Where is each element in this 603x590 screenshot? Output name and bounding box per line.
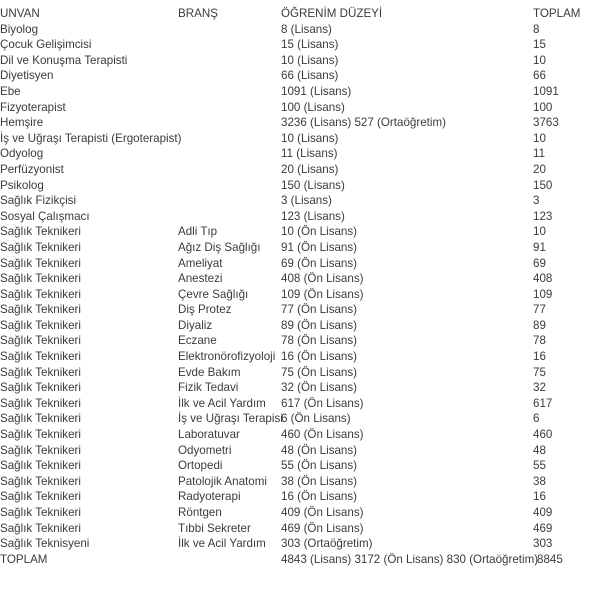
cell-unvan: Sağlık Teknikeri [0,350,81,364]
cell-brans: Adli Tıp [178,225,218,239]
cell-brans: İlk ve Acil Yardım [178,396,266,410]
cell-brans: Patolojik Anatomi [178,474,267,488]
cell-ogrenim: 10 (Ön Lisans) [281,225,358,239]
cell-toplam: 11 [533,147,546,161]
cell-toplam: 3 [533,194,540,208]
table-row [0,68,603,84]
table-header-row [0,6,603,22]
cell-toplam: 78 [533,334,546,348]
cell-ogrenim: 409 (Ön Lisans) [281,506,364,519]
cell-ogrenim: 3236 (Lisans) 527 (Ortaöğretim) [281,116,446,130]
cell-unvan: Odyolog [0,147,44,161]
table-row [0,193,603,209]
table-row [0,37,603,53]
cell-brans: Anestezi [178,272,223,286]
cell-unvan: Sağlık Teknikeri [0,381,81,395]
cell-brans [178,552,281,568]
cell-unvan: Sağlık Teknikeri [0,272,81,286]
cell-ogrenim: 460 (Ön Lisans) [281,428,364,442]
table-row [0,240,603,256]
cell-ogrenim: 15 (Lisans) [281,38,339,52]
cell-toplam: 48 [533,443,546,457]
cell-brans: Diş Protez [178,303,232,317]
cell-unvan: Sağlık Teknikeri [0,365,81,379]
cell-unvan: Sağlık Teknikeri [0,318,81,332]
cell-toplam: 10 [533,131,546,145]
cell-brans [178,209,281,225]
table-row [0,318,603,334]
cell-unvan: Sağlık Teknikeri [0,303,81,317]
cell-ogrenim: 20 (Lisans) [281,162,339,176]
cell-brans [178,131,281,147]
cell-toplam: 460 [533,428,553,442]
cell-unvan: Çocuk Gelişimcisi [0,38,92,52]
cell-ogrenim: 100 (Lisans) [281,100,345,114]
cell-unvan: Ebe [0,84,21,98]
table-row [0,302,603,318]
table-row [0,22,603,38]
column-header-unvan: UNVAN [0,7,40,20]
cell-ogrenim: 109 (Ön Lisans) [281,287,364,301]
cell-brans [178,37,281,53]
cell-unvan: Fizyoterapist [0,100,66,114]
cell-toplam: 109 [533,287,553,301]
table-row [0,521,603,537]
cell-ogrenim: 123 (Lisans) [281,209,345,223]
cell-toplam: 55 [533,459,546,473]
cell-unvan: Sağlık Teknikeri [0,459,81,473]
cell-brans [178,100,281,116]
cell-brans: Ameliyat [178,256,223,270]
cell-brans [178,178,281,194]
cell-unvan: Sağlık Fizikçisi [0,194,77,208]
cell-toplam: 32 [533,381,546,395]
cell-unvan: Dil ve Konuşma Terapisti [0,53,128,67]
cell-ogrenim: 48 (Ön Lisans) [281,443,358,457]
table-row [0,162,603,178]
cell-unvan: Sağlık Teknikeri [0,256,81,270]
cell-unvan: Sağlık Teknisyeni [0,537,90,551]
cell-ogrenim: 8 (Lisans) [281,22,332,36]
cell-toplam: 89 [533,318,546,332]
cell-ogrenim: 10 (Lisans) [281,53,339,67]
cell-brans: Çevre Sağlığı [178,287,249,301]
cell-ogrenim: 16 (Ön Lisans) [281,490,358,504]
table-row [0,380,603,396]
cell-unvan: Biyolog [0,22,39,36]
table-row [0,489,603,505]
cell-unvan: Sosyal Çalışmacı [0,209,90,223]
cell-toplam: 408 [533,272,553,286]
cell-unvan: Sağlık Teknikeri [0,428,81,442]
cell-ogrenim: 91 (Ön Lisans) [281,240,358,254]
cell-toplam: 38 [533,474,546,488]
cell-brans: Tıbbi Sekreter [178,521,251,535]
table-row [0,100,603,116]
table-row [0,474,603,490]
cell-toplam: 10 [533,53,546,67]
cell-ogrenim: 69 (Ön Lisans) [281,256,358,270]
table-row [0,287,603,303]
cell-unvan: İş ve Uğraşı Terapisti (Ergoterapist) [0,131,182,145]
cell-brans: Fizik Tedavi [178,381,239,395]
cell-ogrenim: 10 (Lisans) [281,131,339,145]
cell-ogrenim: 408 (Ön Lisans) [281,272,364,286]
cell-ogrenim: 11 (Lisans) [281,147,338,161]
cell-unvan: Sağlık Teknikeri [0,506,81,519]
cell-toplam: 617 [533,396,553,410]
cell-ogrenim: 89 (Ön Lisans) [281,318,358,332]
cell-toplam: 15 [533,38,546,52]
table-row [0,224,603,240]
cell-toplam: 10 [533,225,546,239]
cell-ogrenim: 469 (Ön Lisans) [281,521,364,535]
cell-unvan: Sağlık Teknikeri [0,396,81,410]
cell-unvan: Sağlık Teknikeri [0,334,81,348]
table-row [0,443,603,459]
table-row [0,271,603,287]
cell-unvan: Hemşire [0,116,44,130]
cell-brans [178,53,281,69]
table-row [0,333,603,349]
personnel-table [0,6,603,567]
column-header-toplam: TOPLAM [533,7,581,20]
cell-toplam: 303 [533,537,553,551]
cell-unvan: Diyetisyen [0,69,54,83]
cell-toplam: 20 [533,162,546,176]
cell-unvan: Perfüzyonist [0,162,64,176]
cell-brans: Evde Bakım [178,365,241,379]
table-row [0,536,603,552]
table-row [0,411,603,427]
cell-toplam: 66 [533,69,546,83]
cell-unvan: Sağlık Teknikeri [0,287,81,301]
table-row [0,84,603,100]
table-header [0,6,603,22]
cell-ogrenim: 1091 (Lisans) [281,84,352,98]
cell-unvan: Sağlık Teknikeri [0,474,81,488]
cell-ogrenim: 38 (Ön Lisans) [281,474,358,488]
column-header-brans: BRANŞ [178,7,218,20]
cell-unvan: Sağlık Teknikeri [0,412,81,426]
cell-ogrenim: 16 (Ön Lisans) [281,350,358,364]
cell-toplam: 100 [533,100,553,114]
cell-toplam: 16 [533,350,546,364]
cell-toplam: 91 [533,240,546,254]
table-body [0,22,603,568]
cell-toplam: 409 [533,506,553,519]
cell-brans: İş ve Uğraşı Terapisi [178,412,283,426]
table-row [0,365,603,381]
cell-unvan: Sağlık Teknikeri [0,490,81,504]
cell-ogrenim: 150 (Lisans) [281,178,345,192]
table-row [0,209,603,225]
cell-ogrenim: 617 (Ön Lisans) [281,396,364,410]
cell-toplam: 77 [533,303,546,317]
cell-brans [178,84,281,100]
cell-unvan: Psikolog [0,178,44,192]
table-row [0,131,603,147]
cell-toplam: 469 [533,521,553,535]
cell-toplam: 8845 [537,552,563,566]
table-row [0,53,603,69]
cell-brans: İlk ve Acil Yardım [178,537,266,551]
table-row [0,505,603,521]
cell-brans: Ağız Diş Sağlığı [178,240,261,254]
table-row [0,349,603,365]
column-header-ogrenim: ÖĞRENİM DÜZEYİ [281,7,383,20]
table-row [0,427,603,443]
cell-brans: Odyometri [178,443,232,457]
cell-unvan: TOPLAM [0,552,48,566]
cell-ogrenim: 3 (Lisans) [281,194,332,208]
cell-brans [178,146,281,162]
table-row [0,146,603,162]
cell-brans [178,68,281,84]
cell-toplam: 3763 [533,116,559,130]
cell-unvan: Sağlık Teknikeri [0,443,81,457]
cell-toplam: 75 [533,365,546,379]
table-total-row [0,552,603,568]
cell-brans: Laboratuvar [178,428,240,442]
cell-brans [178,193,281,209]
cell-brans: Diyaliz [178,318,213,332]
table-row [0,458,603,474]
cell-brans: Eczane [178,334,217,348]
cell-toplam: 8 [533,22,540,36]
cell-ogrenim: 75 (Ön Lisans) [281,365,358,379]
table-row [0,396,603,412]
cell-brans: Radyoterapi [178,490,241,504]
cell-toplam: 150 [533,178,553,192]
cell-brans: Ortopedi [178,459,223,473]
cell-toplam: 123 [533,209,553,223]
cell-brans [178,22,281,38]
table-row [0,256,603,272]
cell-toplam: 1091 [533,84,559,98]
table-row [0,178,603,194]
cell-brans: Röntgen [178,506,222,519]
cell-ogrenim: 77 (Ön Lisans) [281,303,358,317]
cell-ogrenim: 32 (Ön Lisans) [281,381,358,395]
cell-unvan: Sağlık Teknikeri [0,225,81,239]
table-row [0,115,603,131]
cell-toplam: 69 [533,256,546,270]
cell-ogrenim: 4843 (Lisans) 3172 (Ön Lisans) 830 (Ortaöğretim) [281,552,539,566]
cell-brans [178,162,281,178]
cell-toplam: 16 [533,490,546,504]
cell-ogrenim: 303 (Ortaöğretim) [281,537,373,551]
cell-brans: Elektronörofizyoloji [178,350,276,364]
cell-ogrenim: 78 (Ön Lisans) [281,334,358,348]
cell-ogrenim: 55 (Ön Lisans) [281,459,358,473]
cell-ogrenim: 66 (Lisans) [281,69,339,83]
cell-unvan: Sağlık Teknikeri [0,521,81,535]
cell-unvan: Sağlık Teknikeri [0,240,81,254]
cell-ogrenim: 6 (Ön Lisans) [281,412,351,426]
cell-brans [178,115,281,131]
cell-toplam: 6 [533,412,540,426]
